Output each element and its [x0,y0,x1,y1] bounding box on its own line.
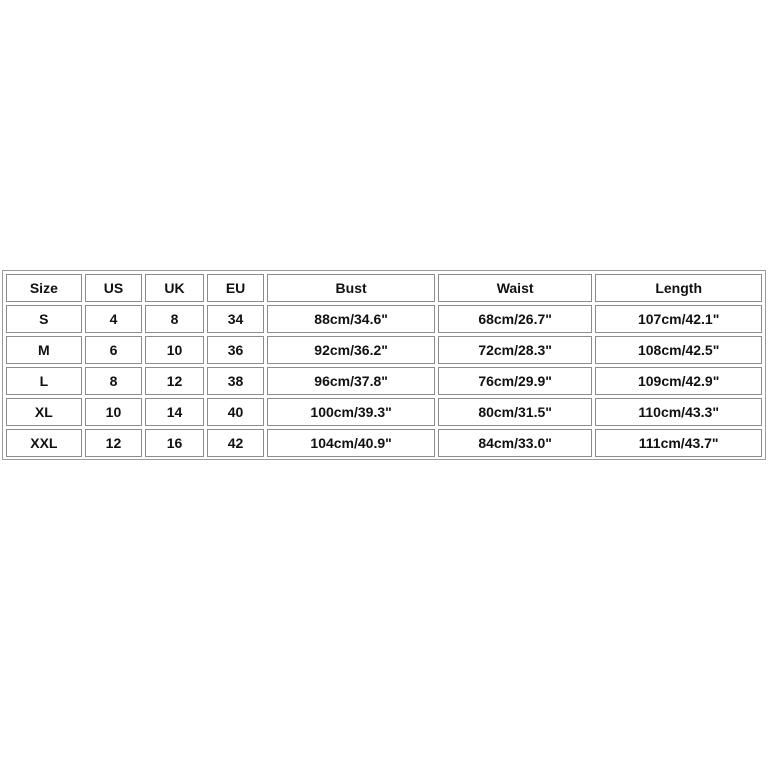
cell-waist: 80cm/31.5" [438,398,592,426]
cell-bust: 104cm/40.9" [267,429,435,457]
cell-eu: 34 [207,305,265,333]
cell-uk: 14 [145,398,204,426]
header-size: Size [6,274,82,302]
header-length: Length [595,274,762,302]
header-bust: Bust [267,274,435,302]
table-row [6,429,762,457]
cell-bust: 96cm/37.8" [267,367,435,395]
cell-us: 12 [85,429,143,457]
cell-us: 6 [85,336,143,364]
table-row [6,367,762,395]
cell-bust: 88cm/34.6" [267,305,435,333]
table-row [6,305,762,333]
cell-uk: 10 [145,336,204,364]
cell-uk: 12 [145,367,204,395]
cell-eu: 36 [207,336,265,364]
cell-size: M [6,336,82,364]
header-uk: UK [145,274,204,302]
cell-size: XXL [6,429,82,457]
cell-length: 107cm/42.1" [595,305,762,333]
header-waist: Waist [438,274,592,302]
cell-eu: 38 [207,367,265,395]
cell-size: S [6,305,82,333]
header-row [6,274,762,302]
cell-eu: 40 [207,398,265,426]
cell-length: 111cm/43.7" [595,429,762,457]
header-us: US [85,274,143,302]
cell-us: 4 [85,305,143,333]
cell-size: L [6,367,82,395]
cell-length: 108cm/42.5" [595,336,762,364]
cell-us: 10 [85,398,143,426]
size-chart-table [3,271,765,460]
cell-bust: 100cm/39.3" [267,398,435,426]
size-chart [2,270,766,460]
header-eu: EU [207,274,265,302]
cell-waist: 68cm/26.7" [438,305,592,333]
cell-length: 109cm/42.9" [595,367,762,395]
cell-waist: 76cm/29.9" [438,367,592,395]
cell-waist: 84cm/33.0" [438,429,592,457]
table-row [6,336,762,364]
cell-bust: 92cm/36.2" [267,336,435,364]
cell-uk: 8 [145,305,204,333]
table-row [6,398,762,426]
cell-length: 110cm/43.3" [595,398,762,426]
cell-waist: 72cm/28.3" [438,336,592,364]
cell-uk: 16 [145,429,204,457]
cell-eu: 42 [207,429,265,457]
cell-size: XL [6,398,82,426]
cell-us: 8 [85,367,143,395]
